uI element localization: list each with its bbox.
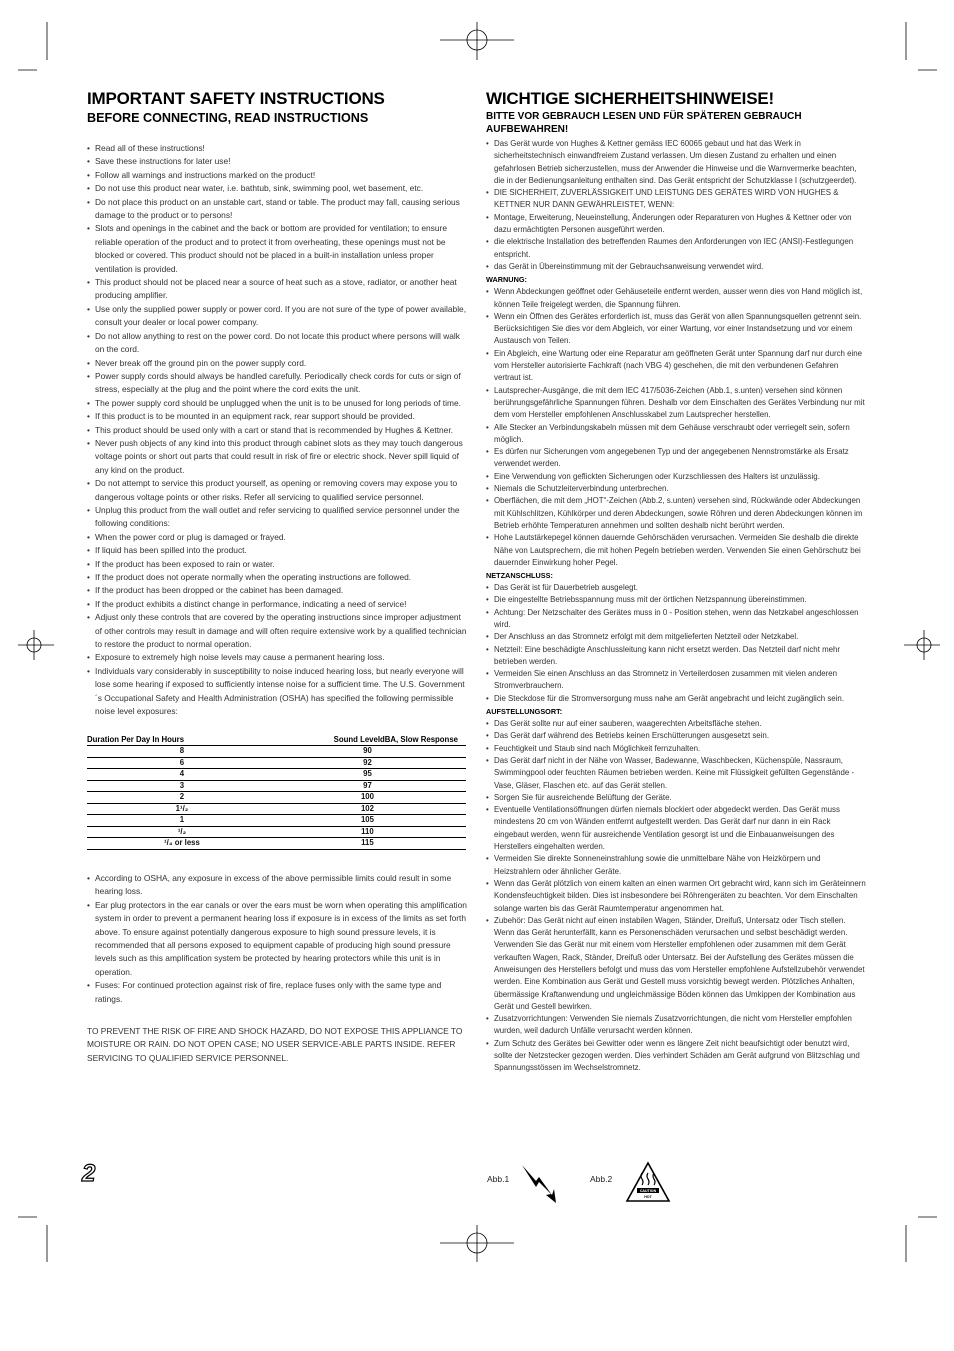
list-item: • If the product does not operate normally when the operating instructions are followed.: [87, 571, 467, 584]
table-row: [87, 815, 466, 827]
list-item: • This product should be used only with a cart or stand that is recommended by Hughes & Kettner.: [87, 424, 467, 437]
netzanschluss-list: [486, 582, 866, 705]
list-item: • According to OSHA, any exposure in excess of the above permissible limits could result in some hearing loss.: [87, 872, 467, 899]
list-item: • Netzteil: Eine beschädigte Anschlussleitung kann nicht ersetzt werden. Das Netzteil darf nicht mehr betrieben werden.: [486, 644, 866, 669]
list-item: • Hohe Lautstärkepegel können dauernde Gehörschäden verursachen. Vermeiden Sie deshalb die direkte Nähe von Lautsprechern, die mit hohen Pegeln betrieben werden. Verwenden Sie einen Gehörschutz bei dauernder Einwirkung hoher Pegel.: [486, 532, 866, 569]
list-item: • Wenn Abdeckungen geöffnet oder Gehäuseteile entfernt werden, ausser wenn dies von Hand möglich ist, können Teile freigelegt werden, die Spannung führen.: [486, 286, 866, 311]
aufstellungsort-list: [486, 718, 866, 1075]
list-item: • If the product has been dropped or the cabinet has been damaged.: [87, 584, 467, 597]
duration-cell: 1¹/₂: [87, 803, 269, 815]
page-title-german: WICHTIGE SICHERHEITSHINWEISE!: [486, 89, 774, 108]
list-item: • Montage, Erweiterung, Neueinstellung, Änderungen oder Reparaturen von Hughes & Kettner oder von dazu ermächtigten Personen ausgeführt werden.: [486, 212, 866, 237]
list-item: • Ear plug protectors in the ear canals or over the ears must be worn when operating this amplification system in order to prevent a permanent hearing loss if exposure is in excess of the limits as set forth above. To ensure against potentially dangerous exposure to high sound pressure levels, it is recommended that all persons exposed to equipment capable of producing high sound pressure levels such as this amplification system be protected by hearing protectors while this unit is in operation.: [87, 899, 467, 979]
table-header-sound: Sound LeveldBA, Slow Response: [269, 734, 466, 746]
list-item: • The power supply cord should be unplugged when the unit is to be unused for long periods of time.: [87, 397, 467, 410]
subtitle-german: BITTE VOR GEBRAUCH LESEN UND FÜR SPÄTEREN GEBRAUCH AUFBEWAHREN!: [486, 111, 802, 135]
list-item: • Feuchtigkeit und Staub sind nach Möglichkeit fernzuhalten.: [486, 743, 866, 755]
duration-cell: 1: [87, 815, 269, 827]
list-item: • das Gerät in Übereinstimmung mit der Gebrauchsanweisung verwendet wird.: [486, 261, 866, 273]
list-item: • This product should not be placed near a source of heat such as a stove, radiator, or another heat producing amplifier.: [87, 276, 467, 303]
table-row: [87, 803, 466, 815]
sound-level-cell: 102: [269, 803, 466, 815]
sound-level-cell: 97: [269, 780, 466, 792]
list-item: • Sorgen Sie für ausreichende Belüftung der Geräte.: [486, 792, 866, 804]
duration-cell: 3: [87, 780, 269, 792]
page-number: 2: [82, 1160, 96, 1187]
list-item: • Individuals vary considerably in susceptibility to noise induced hearing loss, but nearly everyone will lose some hearing if exposed to sufficiently intense noise for a sufficient time. The U.S. Government´s Occupational Safety and Health Administration (OSHA) has specified the following permissible noise level exposures:: [87, 665, 467, 719]
list-item: • Achtung: Der Netzschalter des Gerätes muss in 0 - Position stehen, wenn das Netzkabel angeschlossen wird.: [486, 607, 866, 632]
list-item: • Zum Schutz des Gerätes bei Gewitter oder wenn es längere Zeit nicht beaufsichtigt oder benutzt wird, sollte der Netzstecker gezogen werden. Dies verhindert Schäden am Gerät aufgrund von Blitzschlag und Spannungsstössen im Wechselstromnetz.: [486, 1038, 866, 1075]
list-item: • Ein Abgleich, eine Wartung oder eine Reparatur am geöffneten Gerät unter Spannung darf nur durch eine vom Hersteller autorisierte Fachkraft (nach VBG 4) geschehen, die mit den verbundenen Gefahren vertraut ist.: [486, 348, 866, 385]
fire-shock-warning: TO PREVENT THE RISK OF FIRE AND SHOCK HAZARD, DO NOT EXPOSE THIS APPLIANCE TO MOISTURE OR RAIN. DO NOT OPEN CASE; NO USER SERVICE-ABLE PARTS INSIDE. REFER SERVICING TO QUALIFIED SERVICE PERSONNEL.: [87, 1026, 463, 1063]
list-item: • Vermeiden Sie einen Anschluss an das Stromnetz in Verteilerdosen zusammen mit vielen anderen Stromverbrauchern.: [486, 668, 866, 693]
list-item: • Never push objects of any kind into this product through cabinet slots as they may touch dangerous voltage points or short out parts that could result in risk of fire or electric shock. Never spill liquid of any kind on the product.: [87, 437, 467, 477]
list-item: • Do not place this product on an unstable cart, stand or table. The product may fall, causing serious damage to the product or to persons!: [87, 196, 467, 223]
list-item: • Do not attempt to service this product yourself, as opening or removing covers may expose you to dangerous voltage points or other risks. Refer all servicing to qualified service personnel.: [87, 477, 467, 504]
list-item: • Follow all warnings and instructions marked on the product!: [87, 169, 467, 182]
subtitle-english: BEFORE CONNECTING, READ INSTRUCTIONS: [87, 111, 369, 125]
table-row: [87, 769, 466, 781]
list-item: • Lautsprecher-Ausgänge, die mit dem IEC 417/5036-Zeichen (Abb.1, s.unten) versehen sind können berührungsgefährliche Spannungen führen. Deshalb vor dem Einschalten des Gerätes Verbindung nur mit dem vom Hersteller empfohlenen Anschlusskabel zum Lautsprecher herstellen.: [486, 385, 866, 422]
list-item: • Das Gerät darf während des Betriebs keinen Erschütterungen ausgesetzt sein.: [486, 730, 866, 742]
list-item: • Save these instructions for later use!: [87, 155, 467, 168]
list-item: • If the product exhibits a distinct change in performance, indicating a need of service!: [87, 598, 467, 611]
list-item: • Adjust only these controls that are covered by the operating instructions since improper adjustment of other controls may result in damage and will often require extensive work by a qualified technician to restore the product to normal operation.: [87, 611, 467, 651]
list-item: • Niemals die Schutzleiterverbindung unterbrechen.: [486, 483, 866, 495]
list-item: • If liquid has been spilled into the product.: [87, 544, 467, 557]
table-row: [87, 838, 466, 850]
list-item: • Das Gerät ist für Dauerbetrieb ausgelegt.: [486, 582, 866, 594]
german-column: [486, 88, 866, 1075]
intro-list-german: [486, 138, 866, 273]
list-item: • Das Gerät darf nicht in der Nähe von Wasser, Badewanne, Waschbecken, Küchenspüle, Nassraum, Swimmingpool oder feuchten Räumen betrieben werden. Keine mit Flüssigkeit gefüllten Gegenstände -Vase, Gläser, Flaschen etc. auf das Gerät stellen.: [486, 755, 866, 792]
list-item: • Do not allow anything to rest on the power cord. Do not locate this product where persons will walk on the cord.: [87, 330, 467, 357]
list-item: • Read all of these instructions!: [87, 142, 467, 155]
sound-level-cell: 100: [269, 792, 466, 804]
page-title-english: IMPORTANT SAFETY INSTRUCTIONS: [87, 89, 385, 108]
safety-list-english-2: [87, 872, 467, 1006]
list-item: • Zusatzvorrichtungen: Verwenden Sie niemals Zusatzvorrichtungen, die nicht vom Hersteller empfohlen wurden, weil dadurch Unfälle verursacht werden können.: [486, 1013, 866, 1038]
list-item: • Das Gerät sollte nur auf einer sauberen, waagerechten Arbeitsfläche stehen.: [486, 718, 866, 730]
sound-level-cell: 95: [269, 769, 466, 781]
list-item: • If the product has been exposed to rain or water.: [87, 558, 467, 571]
section-netzanschluss: NETZANSCHLUSS:: [486, 571, 553, 581]
safety-list-english: [87, 142, 467, 718]
sound-level-cell: 115: [269, 838, 466, 850]
list-item: • Vermeiden Sie direkte Sonneneinstrahlung sowie die unmittelbare Nähe von Heizkörpern und Heizstrahlern oder ähnlicher Geräte.: [486, 853, 866, 878]
hot-surface-warning-icon: [625, 1161, 671, 1203]
lightning-bolt-icon: [520, 1163, 558, 1205]
list-item: • If this product is to be mounted in an equipment rack, rear support should be provided.: [87, 410, 467, 423]
list-item: • Zubehör: Das Gerät nicht auf einen instabilen Wagen, Ständer, Dreifuß, Untersatz oder Tisch stellen. Wenn das Gerät herunterfällt, kann es Personenschäden verursachen und selbst beschädigt werden. Verwenden Sie das Gerät nur mit einem vom Hersteller empfohlenen oder zusammen mit dem Gerät verkauften Wagen, Rack, Ständer, Dreifuß oder Untersatz. Bei der Aufstellung des Gerätes müssen die Anweisungen des Herstellers befolgt und muss das vom Hersteller empfohlene Aufstellzubehör verwendet werden. Eine Kombination aus Gerät und Gestell muss vorsichtig bewegt werden. Plötzliches Anhalten, übermässige Kraftanwendung und ungleichmässige Böden können das Umkippen der Kombination aus Gerät und Gestell bewirken.: [486, 915, 866, 1013]
warnung-list: [486, 286, 866, 569]
hot-label: HOT: [644, 1195, 652, 1199]
noise-exposure-table: [87, 734, 466, 850]
duration-cell: 8: [87, 746, 269, 758]
list-item: • When the power cord or plug is damaged or frayed.: [87, 531, 467, 544]
list-item: • Der Anschluss an das Stromnetz erfolgt mit dem mitgelieferten Netzteil oder Netzkabel.: [486, 631, 866, 643]
list-item: • Die eingestellte Betriebsspannung muss mit der örtlichen Netzspannung übereinstimmen.: [486, 594, 866, 606]
table-header-duration: Duration Per Day In Hours: [87, 734, 269, 746]
list-item: • Fuses: For continued protection against risk of fire, replace fuses only with the same type and ratings.: [87, 979, 467, 1006]
list-item: • die elektrische Installation des betreffenden Raumes den Anforderungen von IEC (ANSI)-Festlegungen entspricht.: [486, 236, 866, 261]
list-item: • Alle Stecker an Verbindungskabeln müssen mit dem Gehäuse verschraubt oder verriegelt sein, sofern möglich.: [486, 422, 866, 447]
sound-level-cell: 105: [269, 815, 466, 827]
sound-level-cell: 92: [269, 757, 466, 769]
list-item: • DIE SICHERHEIT, ZUVERLÄSSIGKEIT UND LEISTUNG DES GERÄTES WIRD VON HUGHES & KETTNER NUR DANN GEWÄHRLEISTET, WENN:: [486, 187, 866, 212]
list-item: • Die Steckdose für die Stromversorgung muss nahe am Gerät angebracht und leicht zugänglich sein.: [486, 693, 866, 705]
list-item: • Power supply cords should always be handled carefully. Periodically check cords for cuts or sign of stress, especially at the plug and the point where the cord exits the unit.: [87, 370, 467, 397]
english-column: [87, 88, 467, 1065]
list-item: • Eventuelle Ventilationsöffnungen dürfen niemals blockiert oder abgedeckt werden. Das Gerät muss mindestens 20 cm von Wänden entfernt aufgestellt werden. Das Gerät darf nur dann in ein Rack eingebaut werden, wenn für ausreichende Ventilation gesorgt ist und die Einbauanweisungen des Herstellers eingehalten werden.: [486, 804, 866, 853]
section-warnung: WARNUNG:: [486, 275, 527, 285]
table-row: [87, 826, 466, 838]
list-item: • Wenn das Gerät plötzlich von einem kalten an einen warmen Ort gebracht wird, kann sich im Geräteinnern Kondensfeuchtigkeit bilden. Dies ist insbesondere bei Röhrengeräten zu beachten. Vor dem Einschalten solange warten bis das Gerät Raumtemperatur angenommen hat.: [486, 878, 866, 915]
list-item: • Do not use this product near water, i.e. bathtub, sink, swimming pool, wet basement, etc.: [87, 182, 467, 195]
duration-cell: ¹/₂: [87, 826, 269, 838]
duration-cell: ¹/₄ or less: [87, 838, 269, 850]
duration-cell: 6: [87, 757, 269, 769]
list-item: • Oberflächen, die mit dem „HOT“-Zeichen (Abb.2, s.unten) versehen sind, Rückwände oder Abdeckungen mit Kühlschlitzen, Kühlkörper und deren Abdeckungen, sowie Röhren und deren Abdeckungen können im Betrieb erhöhte Temperaturen annehmen und sollten deshalb nicht berührt werden.: [486, 495, 866, 532]
figure-label-abb1: Abb.1: [487, 1174, 510, 1184]
list-item: • Es dürfen nur Sicherungen vom angegebenen Typ und der angegebenen Nennstromstärke als Ersatz verwendet werden.: [486, 446, 866, 471]
table-row: [87, 746, 466, 758]
sound-level-cell: 110: [269, 826, 466, 838]
table-row: [87, 757, 466, 769]
duration-cell: 4: [87, 769, 269, 781]
list-item: • Das Gerät wurde von Hughes & Kettner gemäss IEC 60065 gebaut und hat das Werk in sicherheitstechnisch einwandfreiem Zustand verlassen. Um diesen Zustand zu erhalten und einen gefahrlosen Betrieb sicherzustellen, muss der Anwender die Hinweise und die Warnvermerke beachten, die in der Bedienungsanleitung enthalten sind. Das Gerät entspricht der Schutzklasse I (schutzgeerdet).: [486, 138, 866, 187]
list-item: • Unplug this product from the wall outlet and refer servicing to qualified service personnel under the following conditions:: [87, 504, 467, 531]
list-item: • Wenn ein Öffnen des Gerätes erforderlich ist, muss das Gerät von allen Spannungsquellen getrennt sein. Berücksichtigen Sie dies vor dem Abgleich, vor einer Wartung, vor einer Instandsetzung und vor einem Austausch von Teilen.: [486, 311, 866, 348]
list-item: • Use only the supplied power supply or power cord. If you are not sure of the type of power available, consult your dealer or local power company.: [87, 303, 467, 330]
caution-label: CAUTION: [639, 1189, 657, 1193]
list-item: • Exposure to extremely high noise levels may cause a permanent hearing loss.: [87, 651, 467, 664]
figure-label-abb2: Abb.2: [590, 1174, 613, 1184]
table-row: [87, 780, 466, 792]
list-item: • Slots and openings in the cabinet and the back or bottom are provided for ventilation; to ensure reliable operation of the product and to protect it from overheating, these openings must not be blocked or covered. This product should not be placed in a built-in installation unless proper ventilation is provided.: [87, 222, 467, 276]
list-item: • Eine Verwendung von geflickten Sicherungen oder Kurzschliessen des Halters ist unzulässig.: [486, 471, 866, 483]
section-aufstellungsort: AUFSTELLUNGSORT:: [486, 707, 563, 717]
table-row: [87, 792, 466, 804]
duration-cell: 2: [87, 792, 269, 804]
list-item: • Never break off the ground pin on the power supply cord.: [87, 357, 467, 370]
sound-level-cell: 90: [269, 746, 466, 758]
